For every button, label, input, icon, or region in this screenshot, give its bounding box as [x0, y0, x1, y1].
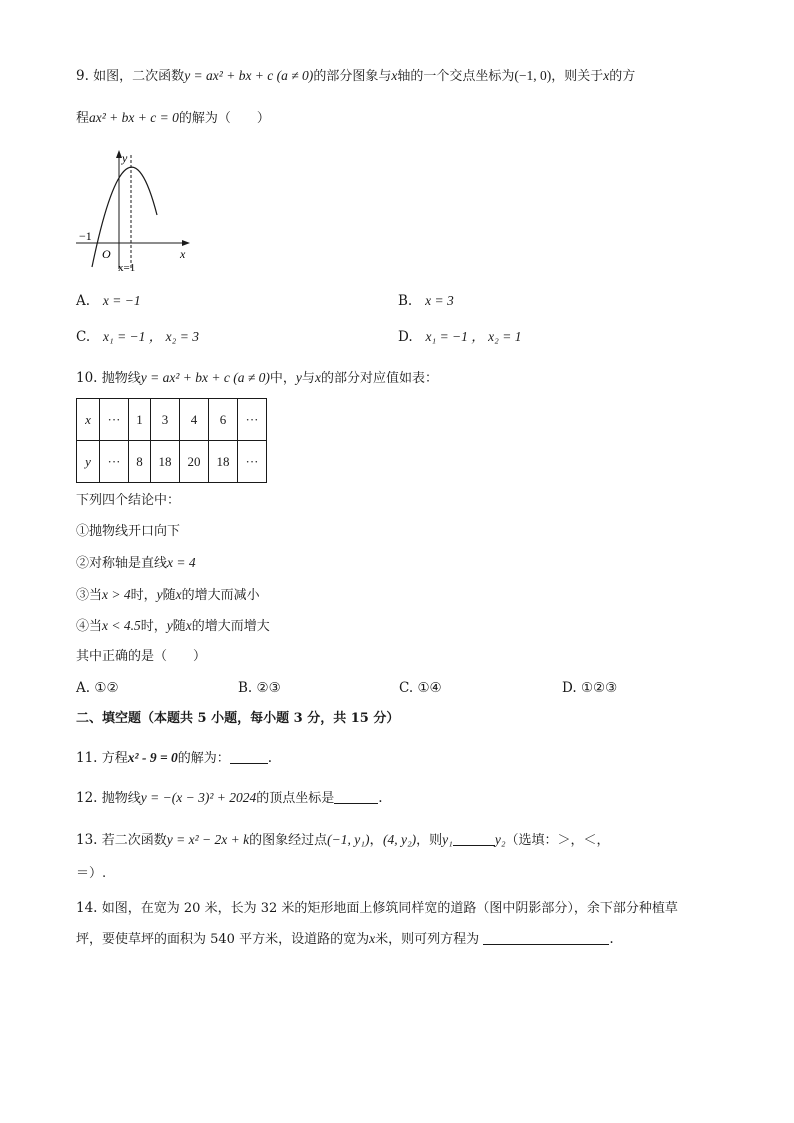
q9-equation-2: ax² + bx + c = 0 — [89, 110, 179, 125]
minus-one-label: −1 — [79, 229, 92, 243]
q13-equation: y = x² − 2x + k — [166, 832, 250, 847]
origin-label: O — [102, 247, 111, 261]
table-cell: y — [77, 441, 100, 483]
q9-line1: 9. 如图，二次函数y = ax² + bx + c (a ≠ 0)的部分图象与x轴的一个交点坐标为(−1, 0)，则关于x的方 — [76, 68, 636, 84]
x-axis-arrow — [182, 240, 190, 246]
q13-answer-blank[interactable] — [453, 831, 495, 846]
table-cell: ··· — [100, 399, 129, 441]
table-row-x — [77, 399, 267, 441]
q10-conclusion-2: ②对称轴是直线x = 4 — [76, 555, 196, 571]
table-cell: x — [77, 399, 100, 441]
q12-line: 12. 抛物线y = −(x − 3)² + 2024的顶点坐标是 . — [76, 790, 383, 806]
q12-number: 12. — [76, 790, 102, 806]
q14-line2: 坪，要使草坪的面积为 540 平方米，设道路的宽为x米，则可列方程为 . — [76, 931, 614, 947]
q13-line2: ＝）. — [76, 866, 107, 881]
q10-line1: 10. 抛物线y = ax² + bx + c (a ≠ 0)中，y与x的部分对应值如表： — [76, 370, 438, 386]
q14-answer-blank[interactable] — [483, 930, 609, 945]
q11-number: 11. — [76, 750, 102, 766]
table-cell: ··· — [238, 441, 267, 483]
x-axis-label: x — [180, 247, 186, 261]
table-cell: ··· — [100, 441, 129, 483]
q13-point-1: (−1, y₁) — [327, 832, 370, 847]
q10-intro: 下列四个结论中： — [76, 493, 181, 508]
q9-option-d: D. x₁ = −1 ， x₂ = 1 — [398, 329, 522, 345]
table-row-y — [77, 441, 267, 483]
q11-line: 11. 方程x² - 9 = 0的解为： . — [76, 750, 273, 766]
q11-equation: x² - 9 = 0 — [127, 750, 178, 765]
q10-number: 10. — [76, 370, 102, 386]
q10-conclusion-3: ③当x > 4时，y随x的增大而减小 — [76, 587, 260, 603]
q10-equation: y = ax² + bx + c (a ≠ 0) — [140, 370, 270, 385]
y-axis-label: y — [122, 151, 128, 165]
table-cell: 3 — [151, 399, 180, 441]
q9-option-a: A. x = −1 — [76, 293, 141, 309]
q9-number: 9. — [76, 68, 94, 84]
section-2-heading: 二、填空题（本题共 5 小题，每小题 3 分，共 15 分） — [76, 711, 400, 726]
q9-parabola-graph — [72, 145, 202, 275]
q11-answer-blank[interactable] — [230, 749, 268, 764]
table-cell: ··· — [238, 399, 267, 441]
q10-conclusion-4: ④当x < 4.5时，y随x的增大而增大 — [76, 618, 270, 634]
table-cell: 6 — [209, 399, 238, 441]
q10-question: 其中正确的是（ ） — [76, 649, 207, 664]
symmetry-axis-label: x=1 — [118, 262, 136, 274]
q13-number: 13. — [76, 832, 102, 848]
table-cell: 1 — [129, 399, 151, 441]
q10-conclusion-1: ①抛物线开口向下 — [76, 524, 181, 539]
q10-option-b: B. ②③ — [238, 680, 281, 696]
table-cell: 8 — [129, 441, 151, 483]
table-cell: 18 — [209, 441, 238, 483]
table-cell: 20 — [180, 441, 209, 483]
q9-option-c: C. x₁ = −1 ， x₂ = 3 — [76, 329, 199, 345]
q9-equation: y = ax² + bx + c (a ≠ 0) — [184, 68, 314, 83]
q14-line1: 14. 如图，在宽为 20 米，长为 32 米的矩形地面上修筑同样宽的道路（图中阴影部分），余下部分种植草 — [76, 900, 678, 916]
q12-equation: y = −(x − 3)² + 2024 — [140, 790, 257, 805]
q9-point: (−1, 0) — [514, 68, 552, 83]
q14-number: 14. — [76, 900, 102, 916]
q9-option-b: B. x = 3 — [398, 293, 454, 309]
q13-point-2: (4, y₂) — [382, 832, 417, 847]
q10-option-d: D. ①②③ — [562, 680, 618, 696]
table-cell: 4 — [180, 399, 209, 441]
table-cell: 18 — [151, 441, 180, 483]
q9-line2: 程ax² + bx + c = 0的解为（ ） — [76, 110, 270, 126]
q10-option-c: C. ①④ — [399, 680, 442, 696]
q10-value-table — [76, 398, 267, 483]
q10-option-a: A. ①② — [76, 680, 119, 696]
q12-answer-blank[interactable] — [334, 789, 378, 804]
q13-line1: 13. 若二次函数y = x² − 2x + k的图象经过点(−1, y₁)，(4, y₂)，则y₁ y₂（选填：＞，＜， — [76, 832, 610, 848]
